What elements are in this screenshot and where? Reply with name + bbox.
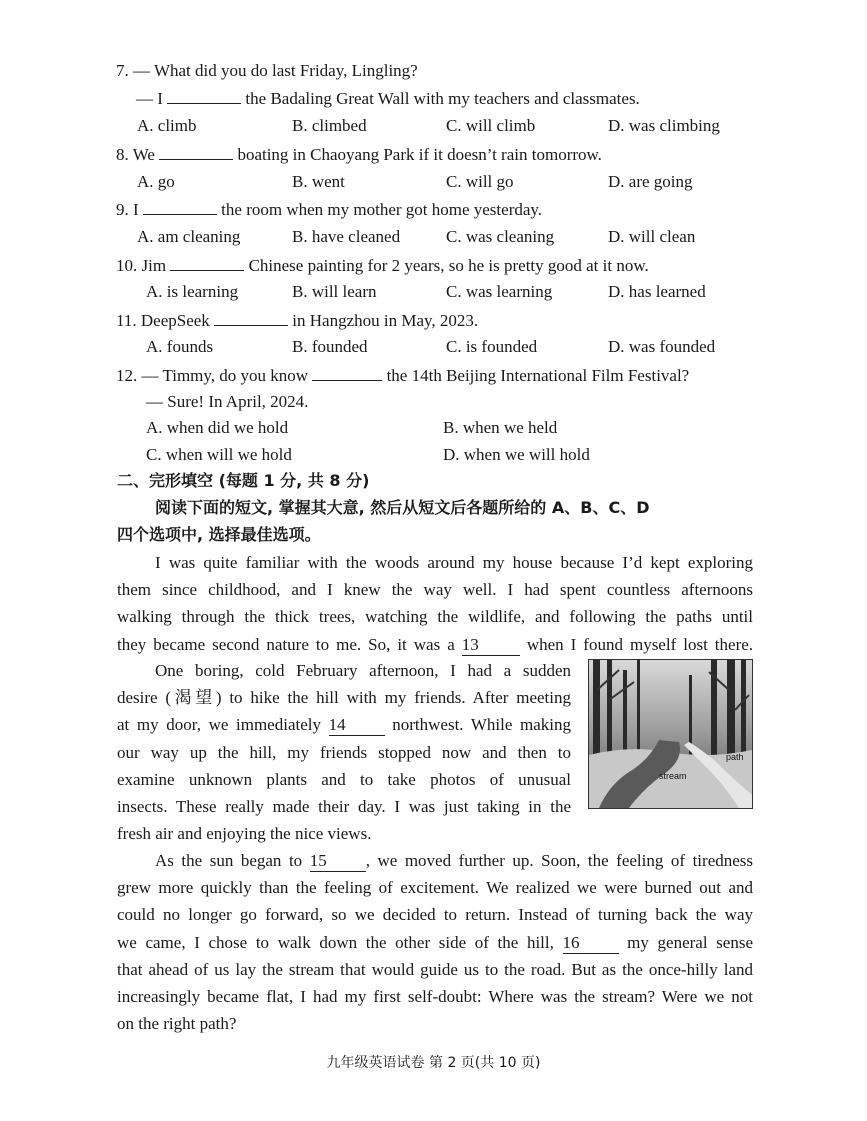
option-b[interactable]: B. went (292, 172, 345, 191)
stem-post: in Hangzhou in May, 2023. (292, 311, 479, 330)
option-d[interactable]: D. was founded (608, 337, 716, 356)
question-8-stem (116, 143, 602, 166)
passage-line (117, 711, 571, 738)
option-a[interactable]: A. when did we hold (146, 418, 289, 437)
passage-line: could no longer go forward, so we decided to return. Instead of turning back the way (117, 905, 753, 925)
question-12-reply: — Sure! In April, 2024. (146, 392, 309, 411)
question-number: 8. (116, 145, 129, 164)
option-d[interactable]: D. has learned (608, 282, 706, 301)
stem-post: the Badaling Great Wall with my teachers and classmates. (245, 89, 640, 108)
passage-line: One boring, cold February afternoon, I had a sudden (155, 661, 571, 680)
option-c[interactable]: C. was learning (446, 282, 553, 301)
option-a[interactable]: A. climb (137, 116, 197, 135)
line-pre: they became second nature to me. So, it was a (117, 634, 455, 654)
answer-blank[interactable] (214, 309, 288, 326)
stem-pre: We (132, 145, 155, 164)
option-a[interactable]: A. go (137, 172, 175, 191)
line-pre: at my door, we immediately (117, 715, 321, 735)
cloze-blank-16[interactable]: 16 (563, 933, 619, 954)
stem-pre: — Timmy, do you know (141, 366, 309, 385)
section-title: 二、完形填空 (每题 1 分, 共 8 分) (117, 471, 370, 490)
line-post: my general sense (627, 932, 754, 952)
stem-post: the room when my mother got home yesterday. (221, 200, 543, 219)
option-b[interactable]: B. when we held (443, 418, 558, 437)
cloze-blank-15[interactable]: 15 (310, 851, 366, 872)
option-c[interactable]: C. will climb (446, 116, 536, 135)
option-a[interactable]: A. am cleaning (137, 227, 241, 246)
line-pre: we came, I chose to walk down the other side of the hill, (117, 932, 554, 952)
passage-line: grew more quickly than the feeling of excitement. We realized we were burned out and (117, 878, 753, 898)
passage-line: them since childhood, and I knew the way well. I had spent countless afternoons (117, 580, 753, 600)
passage-paragraph-1 (117, 549, 753, 658)
cloze-blank-13[interactable]: 13 (462, 635, 520, 656)
question-number: 9. (116, 200, 129, 219)
answer-blank[interactable] (170, 254, 244, 271)
answer-blank[interactable] (159, 143, 233, 160)
line-post: northwest. While making (392, 715, 572, 735)
stream-label: stream (659, 771, 687, 781)
section-instruction-1: 阅读下面的短文, 掌握其大意, 然后从短文后各题所给的 A、B、C、D (155, 498, 650, 517)
option-b[interactable]: B. have cleaned (292, 227, 401, 246)
passage-line: that ahead of us lay the stream that would guide us to the road. But as the once-hilly land (117, 959, 753, 979)
stem-post: boating in Chaoyang Park if it doesn’t rain tomorrow. (237, 145, 602, 164)
question-10-stem (116, 254, 649, 277)
passage-line: fresh air and enjoying the nice views. (117, 824, 372, 844)
passage-line (117, 631, 753, 658)
option-a[interactable]: A. founds (146, 337, 214, 356)
option-b[interactable]: B. founded (292, 337, 368, 356)
option-c[interactable]: C. when will we hold (146, 445, 292, 464)
question-number: 10. (116, 256, 138, 275)
option-b[interactable]: B. climbed (292, 116, 367, 135)
question-11-stem (116, 309, 478, 332)
line-pre: As the sun began to (155, 851, 303, 870)
question-number: 7. (116, 61, 129, 80)
passage-line: examine unknown plants and to take photos of unusual (117, 769, 571, 789)
option-b[interactable]: B. will learn (292, 282, 377, 301)
stem-pre: I (133, 200, 139, 219)
forest-stream-illustration (589, 660, 752, 808)
passage-line: on the right path? (117, 1014, 237, 1034)
passage-line: insects. These really made their day. I was just taking in the (117, 797, 571, 817)
option-d[interactable]: D. are going (608, 172, 693, 191)
option-c[interactable]: C. will go (446, 172, 514, 191)
option-c[interactable]: C. is founded (446, 337, 538, 356)
answer-blank[interactable] (167, 87, 241, 104)
cloze-blank-14[interactable]: 14 (329, 715, 385, 736)
option-d[interactable]: D. was climbing (608, 116, 720, 135)
question-text: — What did you do last Friday, Lingling? (133, 61, 418, 80)
passage-line: our way up the hill, my friends stopped now and then to (117, 742, 571, 762)
stem-pre: Jim (141, 256, 167, 275)
question-number: 12. (116, 366, 138, 385)
stem-post: the 14th Beijing International Film Festival? (386, 366, 690, 385)
answer-blank[interactable] (143, 198, 217, 215)
question-7-stem (136, 87, 640, 110)
section-instruction-2: 四个选项中, 选择最佳选项。 (117, 525, 321, 544)
path-label: path (726, 752, 744, 762)
passage-line: I was quite familiar with the woods around my house because I’d kept exploring (155, 553, 753, 572)
option-a[interactable]: A. is learning (146, 282, 239, 301)
stem-pre: — I (136, 89, 163, 108)
option-d[interactable]: D. will clean (608, 227, 696, 246)
line-post: , we moved further up. Soon, the feeling of tiredness (365, 851, 754, 870)
option-c[interactable]: C. was cleaning (446, 227, 555, 246)
passage-line: increasingly became flat, I had my first self-doubt: Where was the stream? Were we not (117, 987, 753, 1007)
question-12-stem (116, 364, 689, 387)
stem-pre: DeepSeek (140, 311, 210, 330)
passage-line (117, 847, 753, 874)
passage-line: desire (渴望) to hike the hill with my friends. After meeting (117, 688, 571, 708)
line-post: when I found myself lost there. (526, 634, 754, 654)
passage-line: walking through the thick trees, watching the wildlife, and following the paths until (117, 607, 753, 627)
passage-paragraph-3 (117, 847, 753, 1037)
answer-blank[interactable] (312, 364, 382, 381)
passage-paragraph-2 (117, 657, 571, 847)
forest-stream-photo (588, 659, 753, 809)
question-number: 11. (116, 311, 137, 330)
page-footer: 九年级英语试卷 第 2 页(共 10 页) (326, 1055, 541, 1071)
passage-line (117, 929, 753, 956)
stem-post: Chinese painting for 2 years, so he is pretty good at it now. (248, 256, 649, 275)
option-d[interactable]: D. when we will hold (443, 445, 590, 464)
question-9-stem (116, 198, 542, 221)
question-7-prompt (116, 60, 418, 82)
